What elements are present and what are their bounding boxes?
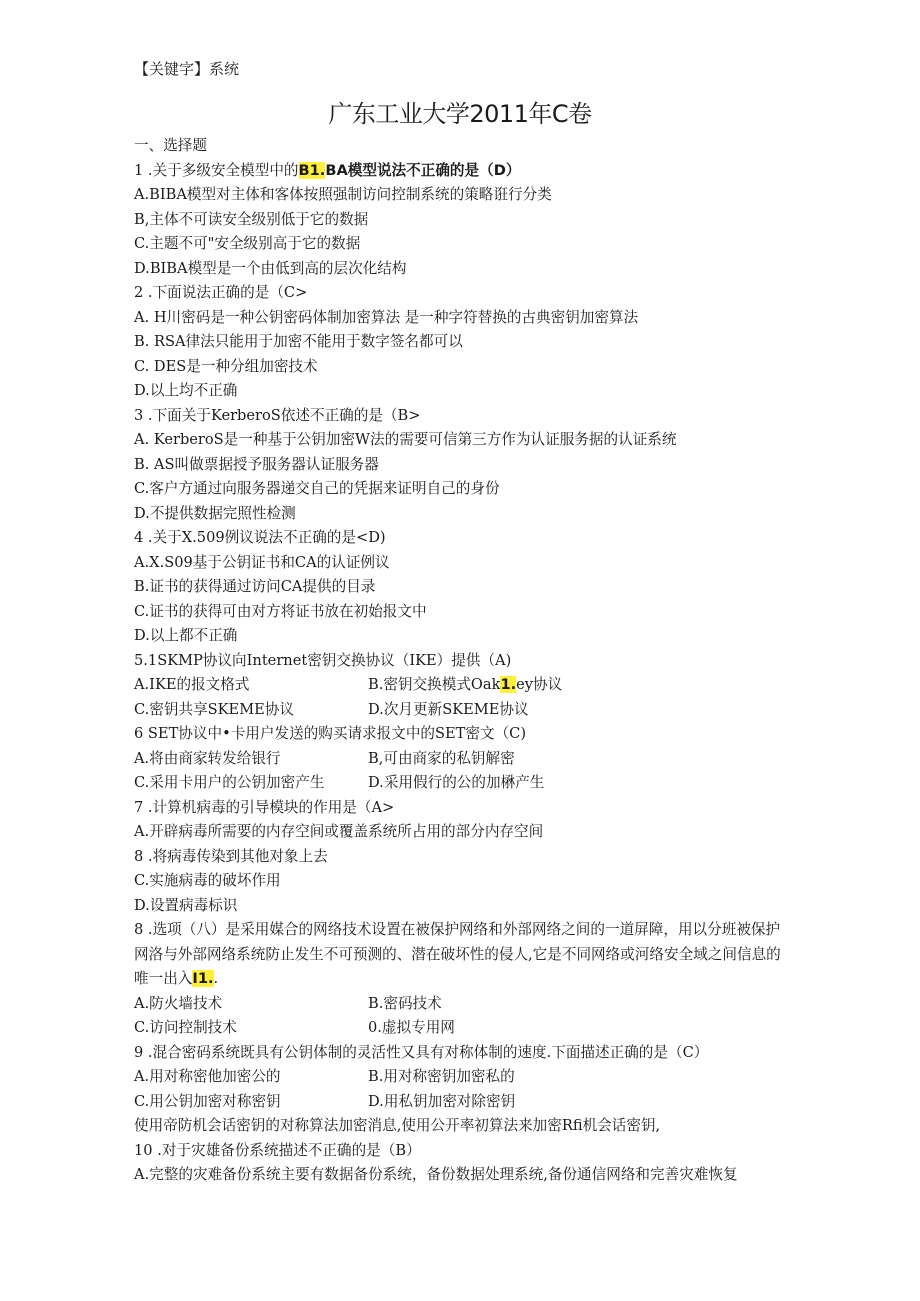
option-row-6ab xyxy=(134,747,794,772)
option-8c: C.访问控制技术 xyxy=(134,1019,237,1036)
option-4a: A.X.S09基于公钥证书和CA的认证例议 xyxy=(134,553,390,571)
section-heading: 一、选择题 xyxy=(134,137,207,154)
option-row-5cd xyxy=(134,698,794,723)
option-6b: B,可由商家的私钥解密 xyxy=(368,749,515,767)
question-9: 9 .混合密码系统既具有公钥体制的灵活性又具有对称体制的速度.下面描述正确的是（C） xyxy=(134,1043,709,1061)
keyword-line: 【关键字】系统 xyxy=(134,60,240,78)
question-list xyxy=(134,134,794,1188)
option-2b: B. RSA律法只能用于加密不能用于数字签名都可以 xyxy=(134,333,463,350)
note-9: 使用帝防机会话密钥的对称算法加密消息,使用公开率初算法来加密Rfi机会话密钥, xyxy=(134,1117,661,1134)
question-4: 4 .关于X.509例议说法不正确的是<D) xyxy=(134,529,386,546)
option-1b: B,主体不可读安全级别低于它的数据 xyxy=(134,210,369,228)
option-9d: D.用私钥加密对除密钥 xyxy=(368,1092,516,1110)
option-8a: A.防火墙技术 xyxy=(134,994,223,1012)
option-9b: B.用对称密钥加密私的 xyxy=(368,1068,515,1085)
option-row-8cd xyxy=(134,1016,794,1041)
question-10: 10 .对于灾雄备份系统描述不正确的是（B） xyxy=(134,1141,421,1159)
option-6a: A.将由商家转发给银行 xyxy=(134,749,281,767)
option-3b: B. AS叫做票据授予服务器认证服务器 xyxy=(134,455,379,473)
option-row-9cd xyxy=(134,1090,794,1115)
option-row-9ab xyxy=(134,1065,794,1090)
highlight: 1. xyxy=(500,676,517,693)
page-title: 广东工业大学2011年C卷 xyxy=(328,100,592,128)
option-3d: D.不提供数据完照性检测 xyxy=(134,504,296,522)
option-9c: C.用公钥加密对称密钥 xyxy=(134,1092,281,1110)
option-6d: D.采用假行的公的加楙产生 xyxy=(368,774,545,791)
option-4d: D.以上都不正确 xyxy=(134,627,238,644)
option-4b: B.证书的获得通过访问CA提供的目录 xyxy=(134,578,376,595)
option-1a: A.BIBA模型对主体和客体按照强制访问控制系统的策略诳行分类 xyxy=(134,186,552,203)
highlight: I1. xyxy=(192,970,214,987)
question-3: 3 .下面关于KerberoS依述不正确的是（B> xyxy=(134,406,421,424)
option-2d: D.以上均不正确 xyxy=(134,382,238,399)
option-1c: C.主题不可"安全级别高于它的数据 xyxy=(134,235,361,252)
option-7d: D.设置病毒标识 xyxy=(134,896,238,914)
option-row-5ab xyxy=(134,673,794,698)
option-8b: B.密码技术 xyxy=(368,994,442,1012)
option-6c: C.采用卡用户的公钥加密产生 xyxy=(134,774,325,791)
option-5c: C.密钥共享SKEME协议 xyxy=(134,700,294,718)
option-4c: C.证书的获得可由对方将证书放在初始报文中 xyxy=(134,602,427,620)
question-7: 7 .计算机病毒的引导模块的作用是（A> xyxy=(134,798,395,816)
option-1d: D.BIBA模型是一个由低到高的层次化结构 xyxy=(134,259,407,277)
question-6: 6 SET协议中•卡用户发送的购买请求报文中的SET密文（C) xyxy=(134,725,527,742)
highlight: B1. xyxy=(298,161,326,179)
option-9a: A.用对称密他加密公的 xyxy=(134,1068,281,1085)
option-7c: C.实施病毒的破坏作用 xyxy=(134,872,281,889)
option-3c: C.客户方通过向服务器递交自己的凭据来证明自己的身份 xyxy=(134,480,500,497)
option-3a: A. KerberoS是一种基于公钥加密W法的需要可信第三方作为认证服务据的认证系统 xyxy=(134,431,677,448)
option-2a: A. H川密码是一种公钥密码体制加密算法 是一种字符替换的古典密钥加密算法 xyxy=(134,308,639,326)
question-8: 8 .选项（八）是采用媒合的网络技术设置在被保护网络和外部网络之间的一道屏障，用以分班被保护网洛与外部网络系统防止发生不可预测的、潜在破坏性的侵人,它是不同网络或河络安全域之间信息的唯一出入I1.. xyxy=(134,921,781,987)
option-5a: A.IKE的报文格式 xyxy=(134,676,250,693)
question-5: 5.1SKMP协议向Internet密钥交换协议（IKE）提供（A) xyxy=(134,651,512,669)
option-2c: C. DES是一种分组加密技术 xyxy=(134,357,318,375)
option-row-8ab xyxy=(134,992,794,1017)
option-7b: 8 .将病毒传染到其他对象上去 xyxy=(134,847,328,865)
option-5b: B.密钥交换模式Oak1.ey协议 xyxy=(368,676,563,693)
option-7a: A.开辟病毒所需要的内存空间或覆盖系统所占用的部分内存空间 xyxy=(134,823,544,840)
option-8d: 0.虚拟专用网 xyxy=(368,1019,455,1036)
question-2: 2 .下面说法正确的是（C> xyxy=(134,284,308,301)
question-1: 1 .关于多级安全模型中的B1.BA模型说法不正确的是（D） xyxy=(134,161,521,179)
option-5d: D.次月更新SKEME协议 xyxy=(368,700,529,718)
option-row-6cd xyxy=(134,771,794,796)
option-10a: A.完整的灾难备份系统主要有数据备份系统，备份数据处理系统,备份通信网络和完善灾难恢复 xyxy=(134,1166,738,1183)
